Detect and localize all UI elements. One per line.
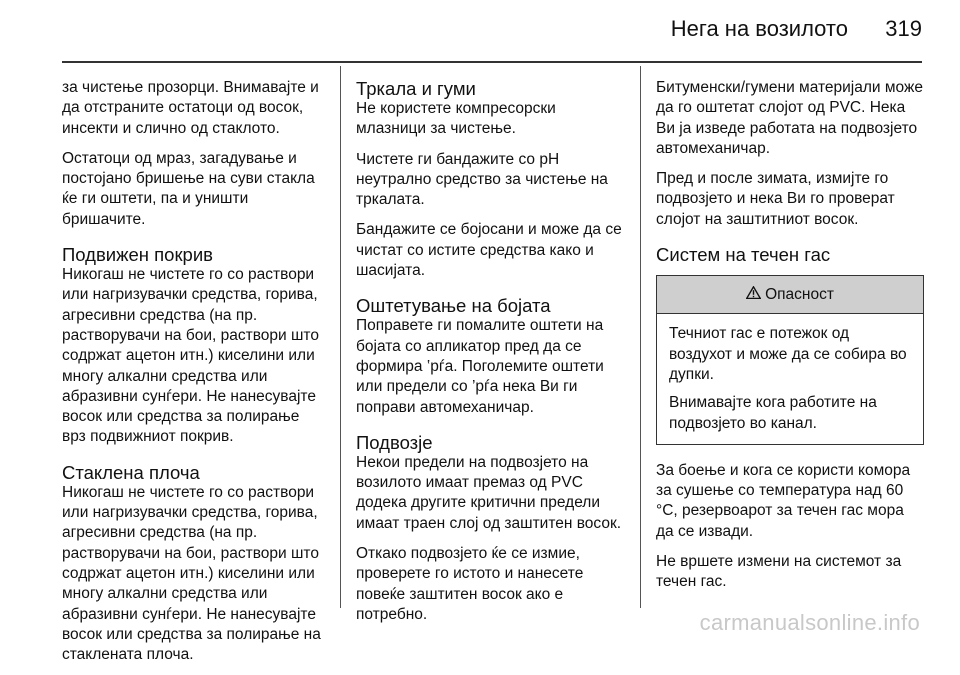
paragraph: Внимавајте кога работите на подвозјето во канал. [669,394,877,432]
page-number: 319 [885,16,922,41]
paragraph: Откако подвозјето ќе се измие, проверете го истото и нанесете повеќе заштитен восок ако е потребно. [356,545,584,623]
header-rule [62,61,922,63]
warning-triangle-icon [746,285,761,305]
heading-lpg-system: Систем на течен гас [656,244,831,266]
danger-title [657,276,923,314]
column-middle [356,78,624,635]
paragraph: За боење и кога се користи комора за сушење со температура над 60 °C, резервоарот за течен гас мора да се извади. [656,461,911,540]
paragraph: Бандажите се бојосани и може да се чистат со истите средства како и шасијата. [356,221,622,280]
column-divider [340,66,341,608]
column-divider [640,66,641,608]
heading-paint-damage: Оштетување на бојата [356,295,551,317]
paragraph: Битуменски/гумени материјали може да го оштетат слојот од PVC. Нека Ви ја изведе работата на подвозјето автомеханичар. [656,79,923,157]
paragraph: за чистење прозорци. Внимавајте и да отстраните остатоци од восок, инсекти и слично од стаклото. [62,79,319,137]
page-header [0,0,960,62]
paragraph: Остатоци од мраз, загадување и постојано бришење на суви стакла ќе ги оштети, па и уништи бришачите. [62,149,315,228]
watermark [0,610,960,636]
paragraph: Пред и после зимата, измијте го подвозјето и нека Ви го проверат слојот на заштитниот восок. [656,170,895,228]
section-title: Нега на возилото [670,16,848,41]
paragraph: Не користете компресорски млазници за чистење. [356,100,556,138]
paragraph: Чистете ги бандажите со pH неутрално средство за чистење на тркалата. [356,150,608,209]
paragraph: Некои предели на подвозјето на возилото имаат премаз од PVC додека другите критични предели имаат траен слој од заштитен восок. [356,453,622,532]
danger-notice [656,275,924,445]
column-left [62,78,324,675]
danger-body [657,314,923,443]
paragraph: Поправете ги помалите оштети на бојата со апликатор пред да се формира ‛рѓа. Поголемите оштети или предели со ’рѓа нека Ви ги поправи автомеханичар. [356,317,604,416]
column-right [656,78,924,603]
heading-sunroof: Подвижен покрив [62,244,214,266]
paragraph: Никогаш не чистете го со раствори или нагризувачки средства, горива, агресивни средства (на пр. растворувачи на бои, раствори што содржат ацетон итн.) киселини или многу алкални средства или абразивни сунѓери. Не нанесувајте восок или средства за полирање на стаклената плоча. [62,483,321,664]
watermark-text: carmanualsonline.info [699,610,920,635]
heading-wheels-tyres: Тркала и гуми [356,78,476,99]
danger-title-label: Опасност [765,286,834,304]
paragraph: Не вршете измени на системот за течен гас. [656,553,902,591]
heading-underbody: Подвозје [356,431,433,453]
heading-glass-panel: Стаклена плоча [62,461,200,483]
paragraph: Никогаш не чистете го со раствори или нагризувачки средства, горива, агресивни средства (на пр. растворувачи на бои, раствори што содржат ацетон итн.) киселини или многу алкални средства или абразивни сунѓери. Не нанесувајте восок или средства за полирање врз подвижниот покрив. [62,266,319,446]
paragraph: Течниот гас е потежок од воздухот и може да се собира во дупки. [669,325,907,383]
